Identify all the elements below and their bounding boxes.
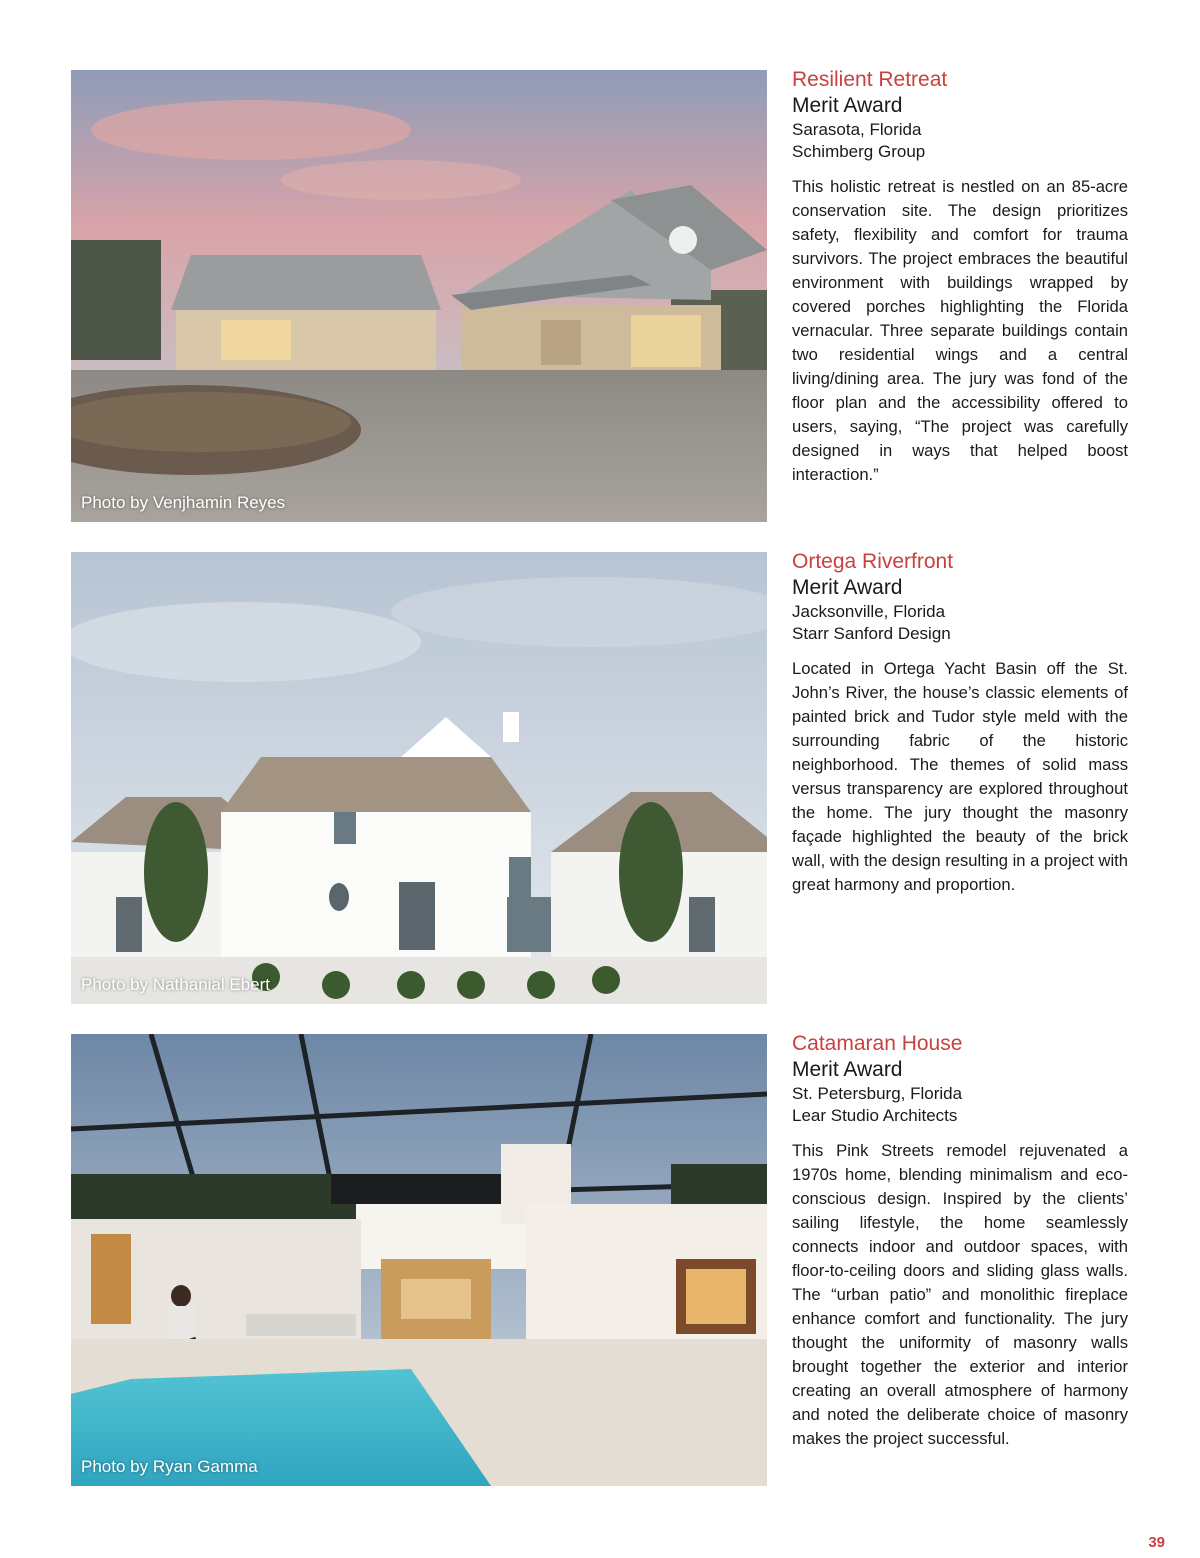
project-description: Located in Ortega Yacht Basin off the St. John’s River, the house’s classic elements of painted brick and Tudor style meld with the surrounding fabric of the historic neighborhood. The themes of solid mass versus transparency are explored throughout the home. The jury thought the masonry façade highlighted the beauty of the brick wall, with the design resulting in a project with great harmony and proportion. <box>792 659 1128 894</box>
project-photo-catamaran-house <box>71 1034 767 1486</box>
project-firm: Lear Studio Architects <box>792 1106 958 1125</box>
project-photo-resilient-retreat <box>71 70 767 522</box>
project-description: This holistic retreat is nestled on an 85-acre conservation site. The design prioritizes safety, flexibility and comfort for trauma survivors. The project embraces the beautiful environment with buildings wrapped by covered porches highlighting the Florida vernacular. Three separate buildings contain two residential wings and a central living/dining area. The jury was fond of the floor plan and the accessibility offered to users, saying, “The project was carefully designed in ways that helped boost interaction.” <box>792 177 1128 484</box>
project-location: St. Petersburg, Florida <box>792 1084 963 1103</box>
project-photo-ortega-riverfront <box>71 552 767 1004</box>
project-title: Catamaran House <box>792 1032 963 1055</box>
project-text <box>792 552 1128 897</box>
award-label: Merit Award <box>792 94 903 117</box>
project-firm: Schimberg Group <box>792 142 926 161</box>
photo-credit: Photo by Ryan Gamma <box>81 1457 258 1476</box>
project-description: This Pink Streets remodel rejuvenated a 1970s home, blending minimalism and eco-conscious design. Inspired by the clients’ sailing lifestyle, the home seamlessly connects indoor and outdoor spaces, with floor-to-ceiling doors and sliding glass walls. The “urban patio” and monolithic fireplace enhance comfort and functionality. The jury thought the uniformity of masonry walls brought together the exterior and interior creating an overall atmosphere of harmony and noted the deliberate choice of masonry makes the project successful. <box>792 1141 1128 1448</box>
project-firm: Starr Sanford Design <box>792 624 951 643</box>
project-location: Jacksonville, Florida <box>792 602 946 621</box>
page-number: 39 <box>1148 1534 1165 1551</box>
award-label: Merit Award <box>792 576 903 599</box>
photo-credit: Photo by Venjhamin Reyes <box>81 493 286 512</box>
award-label: Merit Award <box>792 1058 903 1081</box>
project-title: Ortega Riverfront <box>792 550 954 573</box>
project-text <box>792 70 1128 487</box>
photo-credit: Photo by Nathanial Ebert <box>81 975 271 994</box>
project-location: Sarasota, Florida <box>792 120 922 139</box>
project-text <box>792 1034 1128 1451</box>
project-title: Resilient Retreat <box>792 68 948 91</box>
